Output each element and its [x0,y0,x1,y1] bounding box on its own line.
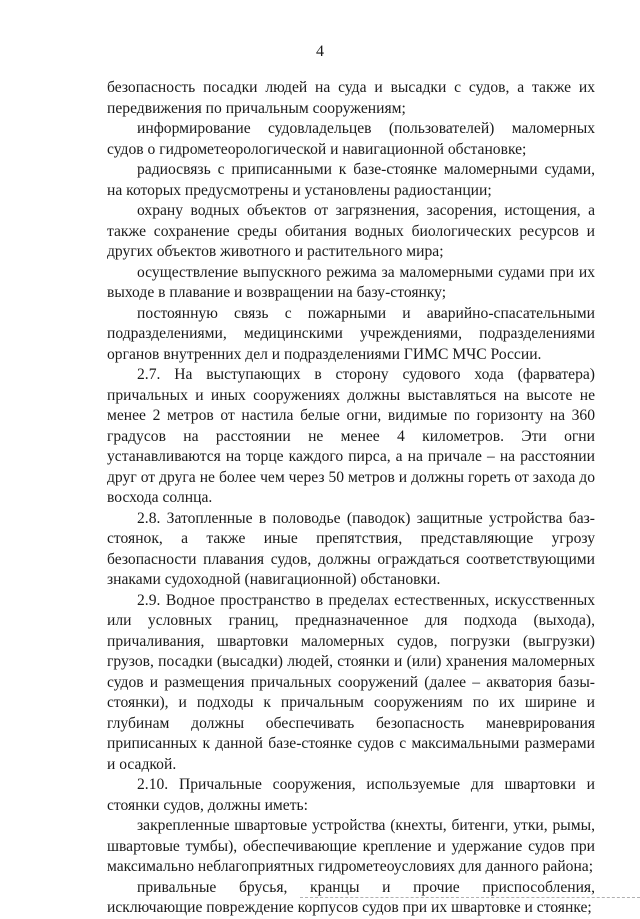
document-body [107,78,595,919]
paragraph-informing-owners: информирование судовладельцев (пользователей) маломерных судов о гидрометеорологической и навигационной обстановке; [107,120,595,158]
paragraph-fenders: привальные брусья, кранцы и прочие приспособления, исключающие повреждение корпусов судов при их швартовке и стоянке; [107,878,595,916]
paragraph-water-protection: охрану водных объектов от загрязнения, засорения, истощения, а также сохранение среды обитания водных биологических ресурсов и других объектов животного и растительного мира; [107,202,595,260]
scan-edge-line [300,897,640,900]
paragraph-permanent-communication: постоянную связь с пожарными и аварийно-спасательными подразделениями, медицинскими учреждениями, подразделениями органов внутренних дел и подразделениями ГИМС МЧС России. [107,304,595,363]
paragraph-radio-communication: радиосвязь с приписанными к базе-стоянке маломерными судами, на которых предусмотрены и установлены радиостанции; [107,161,595,199]
paragraph-2-10-berths: 2.10. Причальные сооружения, используемые для швартовки и стоянки судов, должны иметь: [107,776,595,814]
paragraph-exit-regime: осуществление выпускного режима за маломерными судами при их выходе в плавание и возвращении на базу-стоянку; [107,263,595,301]
page-number: 4 [316,43,324,60]
paragraph-2-8-flooded-devices: 2.8. Затопленные в половодье (паводок) защитные устройства баз-стоянок, а также иные препятствия, представляющие угрозу безопасности плавания судов, должны ограждаться соответствующими знаками судоходной (навигационной) обстановки. [107,509,595,588]
paragraph-mooring-devices: закрепленные швартовые устройства (кнехты, битенги, утки, рымы, швартовые тумбы), обеспечивающие крепление и удержание судов при максимально неблагоприятных гидрометеоусловиях для данного района; [107,817,595,875]
paragraph-safety-boarding: безопасность посадки людей на суда и высадки с судов, а также их передвижения по причальным сооружениям; [107,79,595,117]
paragraph-2-9-water-area: 2.9. Водное пространство в пределах естественных, искусственных или условных границ, предназначенное для подхода (выхода), причаливания, швартовки маломерных судов, погрузки (выгрузки) грузов, посадки (высадки) людей, стоянки и (или) хранения маломерных судов и размещения причальных сооружений (далее – акватория базы-стоянки), и подходы к причальным сооружениям по их ширине и глубинам должны обеспечивать безопасность маневрирования приписанных к данной базе-стоянке судов с максимальными размерами и осадкой. [107,591,595,773]
paragraph-2-7-lights: 2.7. На выступающих в сторону судового хода (фарватера) причальных и иных сооружениях должны выставляться на высоте не менее 2 метров от настила белые огни, видимые по горизонту на 360 градусов на расстоянии не менее 4 километров. Эти огни устанавливаются на торце каждого пирса, а на причале – на расстоянии друг от друга не более чем через 50 метров и должны гореть от захода до восхода солнца. [107,366,595,506]
